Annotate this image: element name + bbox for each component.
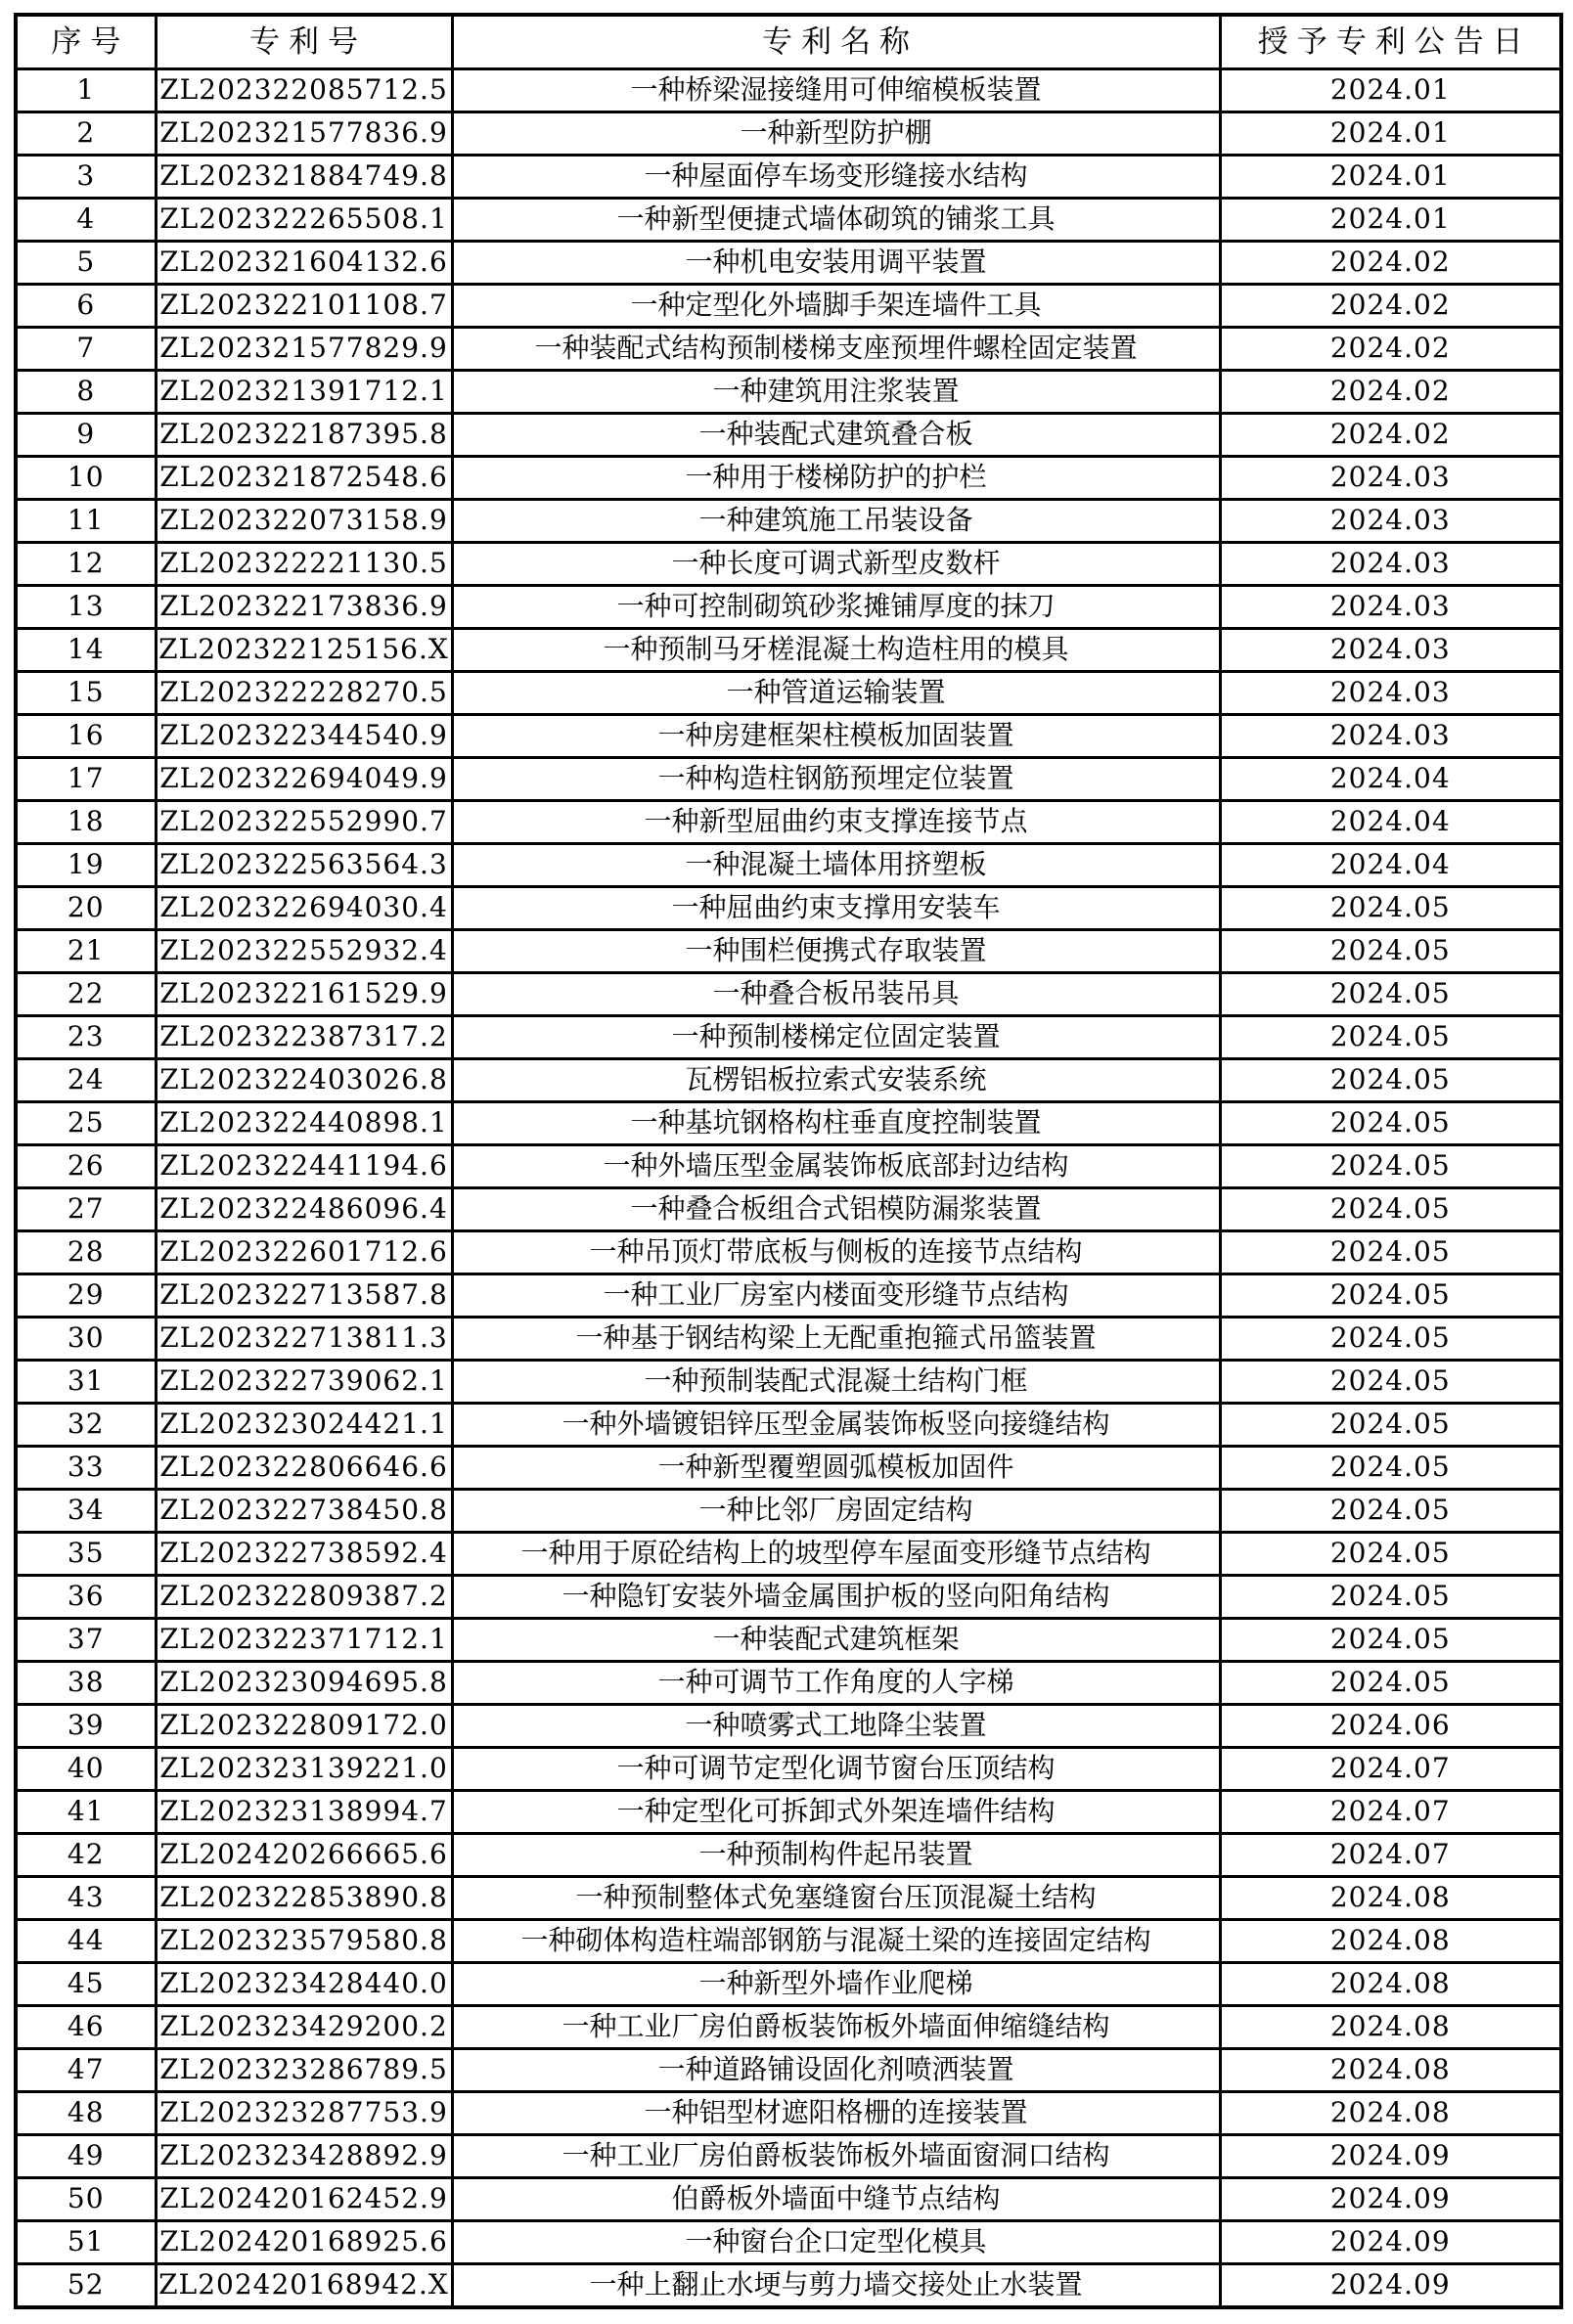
patent-number-cell: ZL202322738592.4	[156, 1533, 452, 1576]
patent-number-cell: ZL202321884749.8	[156, 156, 452, 199]
serial-cell: 36	[16, 1576, 156, 1619]
serial-cell: 9	[16, 414, 156, 457]
table-row	[16, 1059, 1561, 1102]
grant-date-cell: 2024.09	[1220, 2135, 1561, 2178]
serial-cell: 4	[16, 199, 156, 242]
table-row	[16, 844, 1561, 887]
table-row	[16, 586, 1561, 629]
patent-name-cell: 一种建筑用注浆装置	[452, 371, 1220, 414]
patent-number-cell: ZL202322806646.6	[156, 1447, 452, 1490]
header-patent-number: 专利号	[156, 15, 452, 69]
patent-number-cell: ZL202322738450.8	[156, 1490, 452, 1533]
patent-number-cell: ZL202321577829.9	[156, 328, 452, 371]
serial-cell: 38	[16, 1662, 156, 1705]
table-row	[16, 1576, 1561, 1619]
grant-date-cell: 2024.07	[1220, 1748, 1561, 1791]
patent-name-cell: 一种预制装配式混凝土结构门框	[452, 1361, 1220, 1404]
patent-name-cell: 一种构造柱钢筋预埋定位装置	[452, 758, 1220, 801]
patent-number-cell: ZL202322713587.8	[156, 1274, 452, 1318]
table-row	[16, 1102, 1561, 1145]
serial-cell: 19	[16, 844, 156, 887]
grant-date-cell: 2024.05	[1220, 1059, 1561, 1102]
patent-name-cell: 一种桥梁湿接缝用可伸缩模板装置	[452, 69, 1220, 112]
patent-number-cell: ZL202322173836.9	[156, 586, 452, 629]
table-row	[16, 801, 1561, 844]
table-row	[16, 973, 1561, 1016]
patent-number-cell: ZL202322371712.1	[156, 1619, 452, 1662]
serial-cell: 25	[16, 1102, 156, 1145]
grant-date-cell: 2024.03	[1220, 500, 1561, 543]
patent-number-cell: ZL202323287753.9	[156, 2092, 452, 2135]
grant-date-cell: 2024.05	[1220, 1102, 1561, 1145]
patent-name-cell: 一种叠合板组合式铝模防漏浆装置	[452, 1188, 1220, 1231]
grant-date-cell: 2024.03	[1220, 672, 1561, 715]
table-row	[16, 1748, 1561, 1791]
patent-name-cell: 伯爵板外墙面中缝节点结构	[452, 2178, 1220, 2221]
patent-name-cell: 一种可调节工作角度的人字梯	[452, 1662, 1220, 1705]
table-row	[16, 930, 1561, 973]
patent-number-cell: ZL202323428892.9	[156, 2135, 452, 2178]
patent-name-cell: 一种新型便捷式墙体砌筑的铺浆工具	[452, 199, 1220, 242]
grant-date-cell: 2024.05	[1220, 1231, 1561, 1274]
patent-name-cell: 一种铝型材遮阳格栅的连接装置	[452, 2092, 1220, 2135]
grant-date-cell: 2024.09	[1220, 2178, 1561, 2221]
patent-number-cell: ZL202323428440.0	[156, 1963, 452, 2006]
grant-date-cell: 2024.07	[1220, 1791, 1561, 1834]
patent-number-cell: ZL202322809387.2	[156, 1576, 452, 1619]
serial-cell: 27	[16, 1188, 156, 1231]
table-row	[16, 1361, 1561, 1404]
serial-cell: 5	[16, 242, 156, 285]
grant-date-cell: 2024.05	[1220, 1662, 1561, 1705]
patent-name-cell: 一种预制整体式免塞缝窗台压顶混凝土结构	[452, 1877, 1220, 1920]
serial-cell: 47	[16, 2049, 156, 2092]
table-row	[16, 887, 1561, 930]
grant-date-cell: 2024.08	[1220, 1963, 1561, 2006]
grant-date-cell: 2024.05	[1220, 1274, 1561, 1318]
patent-number-cell: ZL202323094695.8	[156, 1662, 452, 1705]
patent-number-cell: ZL202420162452.9	[156, 2178, 452, 2221]
serial-cell: 41	[16, 1791, 156, 1834]
patent-name-cell: 一种预制构件起吊装置	[452, 1834, 1220, 1877]
table-row	[16, 414, 1561, 457]
grant-date-cell: 2024.05	[1220, 1016, 1561, 1059]
serial-cell: 33	[16, 1447, 156, 1490]
header-serial: 序号	[16, 15, 156, 69]
patent-number-cell: ZL202321872548.6	[156, 457, 452, 500]
serial-cell: 37	[16, 1619, 156, 1662]
patent-number-cell: ZL202323024421.1	[156, 1404, 452, 1447]
serial-cell: 28	[16, 1231, 156, 1274]
serial-cell: 46	[16, 2006, 156, 2049]
patent-name-cell: 一种喷雾式工地降尘装置	[452, 1705, 1220, 1748]
table-row	[16, 2049, 1561, 2092]
table-row	[16, 69, 1561, 112]
patent-number-cell: ZL202322601712.6	[156, 1231, 452, 1274]
grant-date-cell: 2024.08	[1220, 1920, 1561, 1963]
patent-name-cell: 一种长度可调式新型皮数杆	[452, 543, 1220, 586]
table-row	[16, 1662, 1561, 1705]
serial-cell: 43	[16, 1877, 156, 1920]
serial-cell: 12	[16, 543, 156, 586]
table-row	[16, 1791, 1561, 1834]
serial-cell: 6	[16, 285, 156, 328]
patent-name-cell: 一种机电安装用调平装置	[452, 242, 1220, 285]
patent-name-cell: 一种新型覆塑圆弧模板加固件	[452, 1447, 1220, 1490]
grant-date-cell: 2024.07	[1220, 1834, 1561, 1877]
patent-name-cell: 一种围栏便携式存取装置	[452, 930, 1220, 973]
patent-number-cell: ZL202322344540.9	[156, 715, 452, 758]
patent-name-cell: 一种新型屈曲约束支撑连接节点	[452, 801, 1220, 844]
patent-name-cell: 一种装配式建筑框架	[452, 1619, 1220, 1662]
grant-date-cell: 2024.05	[1220, 1619, 1561, 1662]
grant-date-cell: 2024.04	[1220, 758, 1561, 801]
patent-name-cell: 一种上翻止水埂与剪力墙交接处止水装置	[452, 2264, 1220, 2308]
patent-number-cell: ZL202322694049.9	[156, 758, 452, 801]
patent-name-cell: 一种可调节定型化调节窗台压顶结构	[452, 1748, 1220, 1791]
patent-name-cell: 一种预制马牙槎混凝土构造柱用的模具	[452, 629, 1220, 672]
grant-date-cell: 2024.02	[1220, 328, 1561, 371]
serial-cell: 13	[16, 586, 156, 629]
table-row	[16, 1920, 1561, 1963]
grant-date-cell: 2024.04	[1220, 844, 1561, 887]
grant-date-cell: 2024.05	[1220, 1145, 1561, 1188]
patent-number-cell: ZL202322809172.0	[156, 1705, 452, 1748]
patent-name-cell: 一种新型防护棚	[452, 112, 1220, 156]
serial-cell: 42	[16, 1834, 156, 1877]
patent-name-cell: 一种建筑施工吊装设备	[452, 500, 1220, 543]
header-row	[16, 15, 1561, 69]
table-row	[16, 2006, 1561, 2049]
patent-number-cell: ZL202322739062.1	[156, 1361, 452, 1404]
patent-number-cell: ZL202322265508.1	[156, 199, 452, 242]
table-row	[16, 457, 1561, 500]
table-row	[16, 199, 1561, 242]
table-row	[16, 1963, 1561, 2006]
grant-date-cell: 2024.01	[1220, 199, 1561, 242]
patent-name-cell: 一种窗台企口定型化模具	[452, 2221, 1220, 2264]
patent-name-cell: 一种隐钉安装外墙金属围护板的竖向阳角结构	[452, 1576, 1220, 1619]
patent-number-cell: ZL202322403026.8	[156, 1059, 452, 1102]
patent-number-cell: ZL202322440898.1	[156, 1102, 452, 1145]
patent-number-cell: ZL202322228270.5	[156, 672, 452, 715]
grant-date-cell: 2024.02	[1220, 242, 1561, 285]
table-row	[16, 1705, 1561, 1748]
grant-date-cell: 2024.08	[1220, 1877, 1561, 1920]
serial-cell: 44	[16, 1920, 156, 1963]
serial-cell: 51	[16, 2221, 156, 2264]
table-row	[16, 1533, 1561, 1576]
patent-number-cell: ZL202321604132.6	[156, 242, 452, 285]
serial-cell: 49	[16, 2135, 156, 2178]
serial-cell: 2	[16, 112, 156, 156]
table-row	[16, 112, 1561, 156]
table-row	[16, 1318, 1561, 1361]
serial-cell: 31	[16, 1361, 156, 1404]
serial-cell: 15	[16, 672, 156, 715]
serial-cell: 21	[16, 930, 156, 973]
patent-name-cell: 一种装配式建筑叠合板	[452, 414, 1220, 457]
grant-date-cell: 2024.05	[1220, 930, 1561, 973]
patent-number-cell: ZL202322694030.4	[156, 887, 452, 930]
patent-name-cell: 一种定型化可拆卸式外架连墙件结构	[452, 1791, 1220, 1834]
table-row	[16, 1274, 1561, 1318]
grant-date-cell: 2024.03	[1220, 586, 1561, 629]
patent-name-cell: 一种比邻厂房固定结构	[452, 1490, 1220, 1533]
patent-name-cell: 一种管道运输装置	[452, 672, 1220, 715]
patent-number-cell: ZL202321577836.9	[156, 112, 452, 156]
table-row	[16, 1145, 1561, 1188]
serial-cell: 22	[16, 973, 156, 1016]
table-row	[16, 1231, 1561, 1274]
grant-date-cell: 2024.08	[1220, 2092, 1561, 2135]
grant-date-cell: 2024.02	[1220, 414, 1561, 457]
serial-cell: 26	[16, 1145, 156, 1188]
serial-cell: 35	[16, 1533, 156, 1576]
patent-name-cell: 一种基坑钢格构柱垂直度控制装置	[452, 1102, 1220, 1145]
patent-number-cell: ZL202322552990.7	[156, 801, 452, 844]
serial-cell: 50	[16, 2178, 156, 2221]
table-row	[16, 1490, 1561, 1533]
serial-cell: 11	[16, 500, 156, 543]
table-row	[16, 1877, 1561, 1920]
patent-name-cell: 一种道路铺设固化剂喷洒装置	[452, 2049, 1220, 2092]
serial-cell: 24	[16, 1059, 156, 1102]
patent-name-cell: 一种屋面停车场变形缝接水结构	[452, 156, 1220, 199]
patent-name-cell: 一种定型化外墙脚手架连墙件工具	[452, 285, 1220, 328]
patent-number-cell: ZL202322221130.5	[156, 543, 452, 586]
table-row	[16, 2264, 1561, 2308]
serial-cell: 30	[16, 1318, 156, 1361]
header-grant-date: 授予专利公告日	[1220, 15, 1561, 69]
grant-date-cell: 2024.08	[1220, 2049, 1561, 2092]
patent-name-cell: 一种装配式结构预制楼梯支座预埋件螺栓固定装置	[452, 328, 1220, 371]
table-row	[16, 1447, 1561, 1490]
grant-date-cell: 2024.01	[1220, 156, 1561, 199]
patent-number-cell: ZL202322085712.5	[156, 69, 452, 112]
patent-number-cell: ZL202323286789.5	[156, 2049, 452, 2092]
table-row	[16, 1834, 1561, 1877]
patent-number-cell: ZL202420168925.6	[156, 2221, 452, 2264]
patent-name-cell: 一种工业厂房室内楼面变形缝节点结构	[452, 1274, 1220, 1318]
serial-cell: 23	[16, 1016, 156, 1059]
patent-number-cell: ZL202323579580.8	[156, 1920, 452, 1963]
patent-number-cell: ZL202322441194.6	[156, 1145, 452, 1188]
grant-date-cell: 2024.05	[1220, 1447, 1561, 1490]
patent-number-cell: ZL202322486096.4	[156, 1188, 452, 1231]
patent-name-cell: 一种外墙镀铝锌压型金属装饰板竖向接缝结构	[452, 1404, 1220, 1447]
patent-name-cell: 一种用于楼梯防护的护栏	[452, 457, 1220, 500]
serial-cell: 34	[16, 1490, 156, 1533]
serial-cell: 40	[16, 1748, 156, 1791]
patent-name-cell: 一种吊顶灯带底板与侧板的连接节点结构	[452, 1231, 1220, 1274]
grant-date-cell: 2024.05	[1220, 1188, 1561, 1231]
table-row	[16, 371, 1561, 414]
grant-date-cell: 2024.02	[1220, 371, 1561, 414]
serial-cell: 16	[16, 715, 156, 758]
serial-cell: 20	[16, 887, 156, 930]
table-row	[16, 285, 1561, 328]
patent-number-cell: ZL202323138994.7	[156, 1791, 452, 1834]
grant-date-cell: 2024.03	[1220, 457, 1561, 500]
patent-name-cell: 一种房建框架柱模板加固装置	[452, 715, 1220, 758]
table-row	[16, 629, 1561, 672]
patent-name-cell: 一种预制楼梯定位固定装置	[452, 1016, 1220, 1059]
patent-number-cell: ZL202420266665.6	[156, 1834, 452, 1877]
patent-number-cell: ZL202322552932.4	[156, 930, 452, 973]
serial-cell: 10	[16, 457, 156, 500]
table-row	[16, 1619, 1561, 1662]
table-row	[16, 1016, 1561, 1059]
grant-date-cell: 2024.05	[1220, 1490, 1561, 1533]
patent-number-cell: ZL202322161529.9	[156, 973, 452, 1016]
serial-cell: 1	[16, 69, 156, 112]
patent-name-cell: 一种混凝土墙体用挤塑板	[452, 844, 1220, 887]
patent-name-cell: 一种砌体构造柱端部钢筋与混凝土梁的连接固定结构	[452, 1920, 1220, 1963]
table-row	[16, 2221, 1561, 2264]
table-row	[16, 2178, 1561, 2221]
serial-cell: 45	[16, 1963, 156, 2006]
grant-date-cell: 2024.09	[1220, 2264, 1561, 2308]
patent-name-cell: 一种用于原砼结构上的坡型停车屋面变形缝节点结构	[452, 1533, 1220, 1576]
grant-date-cell: 2024.05	[1220, 1318, 1561, 1361]
grant-date-cell: 2024.05	[1220, 887, 1561, 930]
table-row	[16, 1404, 1561, 1447]
serial-cell: 3	[16, 156, 156, 199]
serial-cell: 7	[16, 328, 156, 371]
patent-number-cell: ZL202322853890.8	[156, 1877, 452, 1920]
patent-number-cell: ZL202321391712.1	[156, 371, 452, 414]
patent-number-cell: ZL202322563564.3	[156, 844, 452, 887]
serial-cell: 39	[16, 1705, 156, 1748]
serial-cell: 48	[16, 2092, 156, 2135]
patent-number-cell: ZL202420168942.X	[156, 2264, 452, 2308]
table-row	[16, 242, 1561, 285]
patent-number-cell: ZL202322125156.X	[156, 629, 452, 672]
table-row	[16, 500, 1561, 543]
table-row	[16, 2092, 1561, 2135]
patent-number-cell: ZL202322387317.2	[156, 1016, 452, 1059]
patent-name-cell: 一种外墙压型金属装饰板底部封边结构	[452, 1145, 1220, 1188]
patent-name-cell: 一种基于钢结构梁上无配重抱箍式吊篮装置	[452, 1318, 1220, 1361]
serial-cell: 52	[16, 2264, 156, 2308]
serial-cell: 17	[16, 758, 156, 801]
patent-number-cell: ZL202323139221.0	[156, 1748, 452, 1791]
patent-number-cell: ZL202322187395.8	[156, 414, 452, 457]
grant-date-cell: 2024.05	[1220, 1361, 1561, 1404]
table-row	[16, 543, 1561, 586]
serial-cell: 14	[16, 629, 156, 672]
table-row	[16, 156, 1561, 199]
table-row	[16, 715, 1561, 758]
patent-number-cell: ZL202322713811.3	[156, 1318, 452, 1361]
table-row	[16, 328, 1561, 371]
grant-date-cell: 2024.05	[1220, 973, 1561, 1016]
grant-date-cell: 2024.03	[1220, 629, 1561, 672]
patent-name-cell: 一种叠合板吊装吊具	[452, 973, 1220, 1016]
grant-date-cell: 2024.01	[1220, 69, 1561, 112]
serial-cell: 18	[16, 801, 156, 844]
grant-date-cell: 2024.05	[1220, 1576, 1561, 1619]
table-row	[16, 672, 1561, 715]
grant-date-cell: 2024.09	[1220, 2221, 1561, 2264]
grant-date-cell: 2024.08	[1220, 2006, 1561, 2049]
grant-date-cell: 2024.04	[1220, 801, 1561, 844]
patent-name-cell: 一种可控制砌筑砂浆摊铺厚度的抹刀	[452, 586, 1220, 629]
grant-date-cell: 2024.06	[1220, 1705, 1561, 1748]
grant-date-cell: 2024.05	[1220, 1404, 1561, 1447]
patent-name-cell: 一种工业厂房伯爵板装饰板外墙面伸缩缝结构	[452, 2006, 1220, 2049]
grant-date-cell: 2024.03	[1220, 543, 1561, 586]
patent-name-cell: 一种新型外墙作业爬梯	[452, 1963, 1220, 2006]
table-row	[16, 758, 1561, 801]
grant-date-cell: 2024.03	[1220, 715, 1561, 758]
grant-date-cell: 2024.01	[1220, 112, 1561, 156]
patent-number-cell: ZL202322101108.7	[156, 285, 452, 328]
header-patent-name: 专利名称	[452, 15, 1220, 69]
patent-name-cell: 瓦楞铝板拉索式安装系统	[452, 1059, 1220, 1102]
patent-number-cell: ZL202322073158.9	[156, 500, 452, 543]
table-row	[16, 1188, 1561, 1231]
serial-cell: 32	[16, 1404, 156, 1447]
patent-number-cell: ZL202323429200.2	[156, 2006, 452, 2049]
serial-cell: 8	[16, 371, 156, 414]
grant-date-cell: 2024.05	[1220, 1533, 1561, 1576]
patent-table	[14, 13, 1563, 2309]
serial-cell: 29	[16, 1274, 156, 1318]
grant-date-cell: 2024.02	[1220, 285, 1561, 328]
table-row	[16, 2135, 1561, 2178]
patent-name-cell: 一种工业厂房伯爵板装饰板外墙面窗洞口结构	[452, 2135, 1220, 2178]
patent-name-cell: 一种屈曲约束支撑用安装车	[452, 887, 1220, 930]
